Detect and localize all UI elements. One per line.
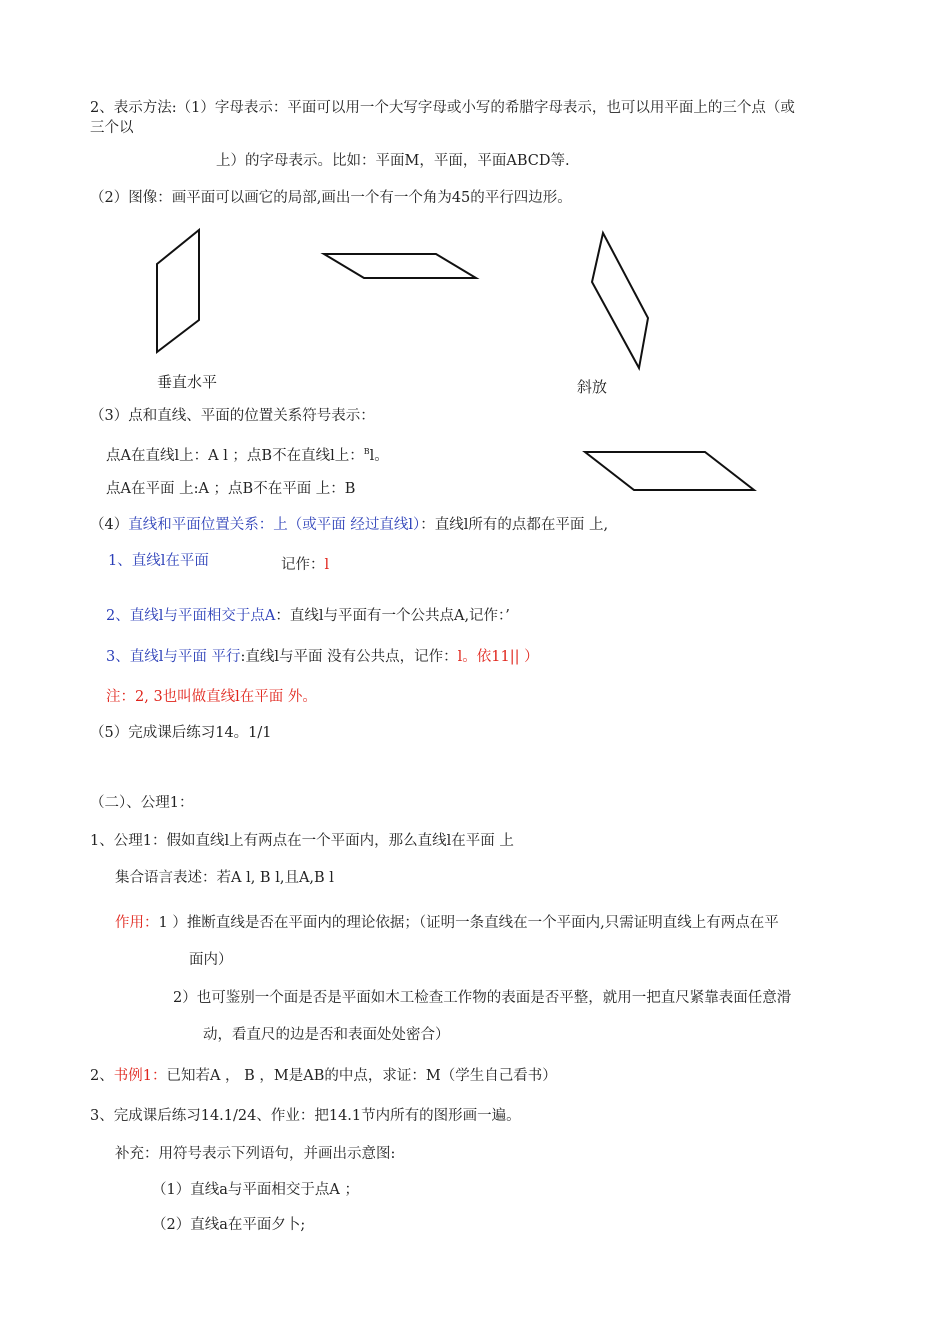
axiom-item2 [90, 1066, 557, 1086]
sec2-line1: 2、表示方法:（1）字母表示：平面可以用一个大写字母或小写的希腊字母表示，也可以用平面上的三个点（或 [90, 100, 795, 116]
line-parallel-blue: 3、直线l与平面 平行 [106, 649, 241, 665]
caption-oblique: 斜放 [577, 378, 608, 396]
axiom-item3: 3、完成课后练习14.1/24、作业：把14.1节内所有的图形画一遍。 [90, 1108, 521, 1124]
plane-parallelogram-figure [579, 444, 761, 496]
line-in-plane-note: 记作： [281, 557, 325, 573]
caption-vertical-horizontal: 垂直水平 [157, 373, 218, 391]
horizontal-parallelogram-figure [318, 248, 483, 284]
line-parallel-tail: :直线l与平面 没有公共点，记作： [240, 649, 458, 665]
line-in-plane-notation [281, 555, 329, 575]
axiom-use1-text: 1 ）推断直线是否在平面内的理论依据；（证明一条直线在一个平面内,只需证明直线上有两点在平 [158, 915, 779, 931]
line-in-plane-value: l [324, 557, 330, 573]
supplement-heading: 补充：用符号表示下列语句，并画出示意图: [115, 1146, 396, 1162]
line-intersect-blue: 2、直线l与平面相交于点A [106, 608, 276, 624]
axiom-use-label: 作用： [115, 915, 159, 931]
axiom-item2-num: 2、 [90, 1068, 114, 1084]
axiom-heading: （二）、公理1： [90, 795, 194, 811]
axiom-use1b: 面内） [189, 952, 233, 968]
practice-note: （5）完成课后练习14。1/1 [90, 725, 272, 741]
point-line-end: l。 [369, 447, 389, 464]
line-parallel-item [106, 647, 539, 667]
axiom-item2-tail: 已知若A ， B ，M是AB的中点，求证：M（学生自己看书） [166, 1068, 557, 1084]
line-plane-note: 注：2, 3也叫做直线l在平面 外。 [106, 689, 317, 705]
line-intersect-tail: ：直线l与平面有一个公共点A,记作：’ [275, 608, 510, 624]
sec2-line2: 上）的字母表示。比如：平面M，平面，平面ABCD等. [216, 153, 570, 169]
axiom-use1 [115, 913, 779, 933]
line-plane-heading-num: （4） [90, 517, 129, 533]
point-plane-relation: 点A在平面 上:A ；点B不在平面 上：B [106, 481, 356, 497]
line-intersect-item [106, 606, 510, 626]
axiom-use2: 2）也可鉴别一个面是否是平面如木工检查工作物的表面是否平整，就用一把直尺紧靠表面任意滑 [173, 990, 792, 1006]
axiom-use2b: 动，看直尺的边是否和表面处处密合） [203, 1027, 450, 1043]
line-plane-heading-tail: ：直线l所有的点都在平面 上, [420, 517, 609, 533]
oblique-parallelogram-figure [584, 226, 656, 374]
axiom-item1: 1、公理1：假如直线l上有两点在一个平面内，那么直线l在平面 上 [90, 833, 514, 849]
vertical-parallelogram-figure [150, 224, 210, 358]
image-method: （2）图像：画平面可以画它的局部,画出一个有一个角为45的平行四边形。 [90, 190, 572, 206]
line-in-plane-item: 1、直线l在平面 [108, 553, 209, 569]
axiom-set-language: 集合语言表述：若A l, B l,且A,B l [115, 870, 334, 886]
line-plane-heading [90, 515, 608, 535]
axiom-item2-label: 书例1： [113, 1068, 167, 1084]
supplement-item1: （1）直线a与平面相交于点A ； [152, 1182, 359, 1198]
supplement-item2: （2）直线a在平面夕卜; [152, 1217, 306, 1233]
relations-heading: （3）点和直线、平面的位置关系符号表示： [90, 408, 375, 424]
point-line-text: 点A在直线l上：A l ；点B不在直线l上： [106, 447, 364, 464]
point-line-sup: B [363, 447, 370, 456]
line-plane-heading-blue: 直线和平面位置关系：上（或平面 经过直线l） [128, 517, 421, 533]
point-line-relation [106, 442, 389, 466]
line-parallel-red: l。依11|| ） [457, 649, 539, 665]
sec2-line1b: 三个以 [90, 120, 134, 136]
